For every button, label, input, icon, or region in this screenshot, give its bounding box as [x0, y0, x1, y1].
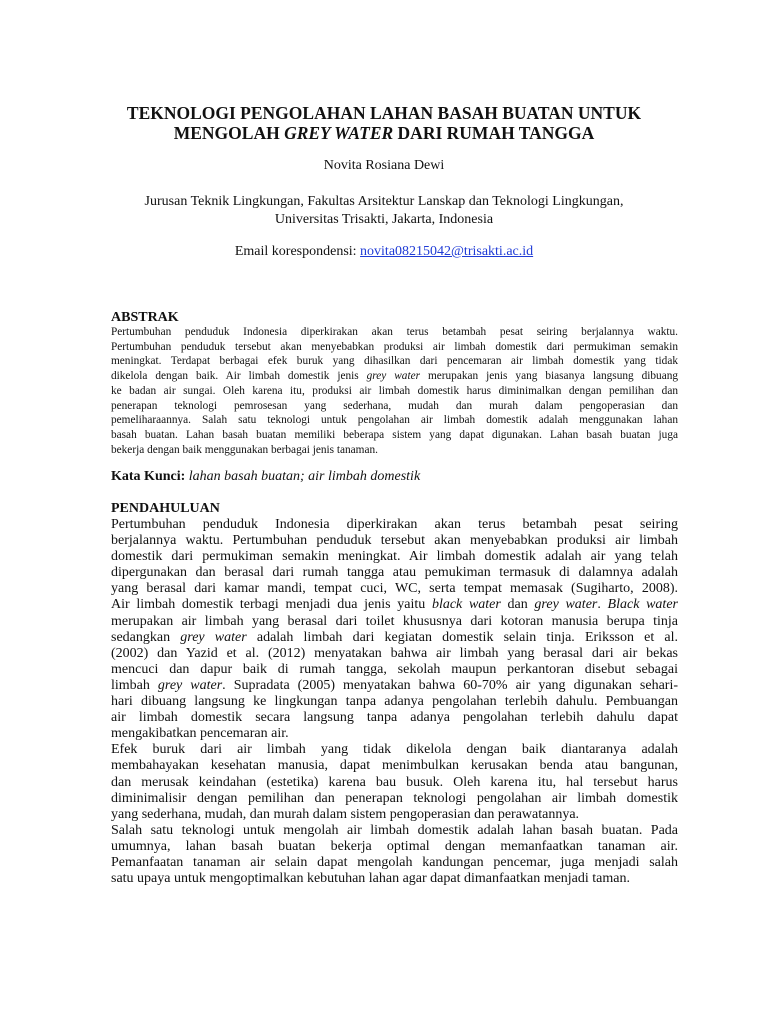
intro-line: diminimalisir dengan pemilihan dan penerapan teknologi pengolahan air limbah domestik [111, 790, 678, 806]
affiliation [100, 193, 668, 229]
abstract-line: basah buatan. Lahan basah buatan memiliki beberapa sistem yang dapat digunakan. Lahan basah buatan juga [111, 428, 678, 441]
abstract-line: pemeliharaannya. Salah satu teknologi untuk pengolahan air limbah domestik adalah menggunakan lahan [111, 414, 678, 427]
abstract-line: Pertumbuhan penduduk Indonesia diperkirakan akan terus betambah pesat seiring berjalannya waktu. [111, 326, 678, 338]
intro-line: domestik dari permukiman semakin meningkat. Air limbah domestik adalah air yang telah [111, 549, 678, 565]
intro-emphasis: grey water [180, 629, 247, 645]
abstract-line [111, 369, 678, 384]
abstract-line-4-post: merupakan jenis yang biasanya langsung dibuang [420, 370, 678, 383]
affiliation-line-2: Universitas Trisakti, Jakarta, Indonesia [274, 212, 494, 227]
intro-line: satu upaya untuk mengoptimalkan kebutuhan lahan agar dapat dimanfaatkan menjadi taman. [111, 871, 630, 887]
email-link[interactable]: novita08215042@trisakti.ac.id [360, 244, 534, 259]
intro-line: Pemanfaatan tanaman air selain dapat mengolah kandungan pencemar, juga menjadi salah [111, 854, 678, 870]
abstract-line-4-pre: dikelola dengan baik. Air limbah domestik jenis [111, 370, 367, 383]
intro-line: hari dibuang langsung ke lingkungan tanpa adanya pengolahan terlebih dahulu. Pembuangan [111, 694, 678, 710]
keywords [111, 469, 420, 485]
intro-emphasis: grey water [534, 597, 598, 613]
intro-text: adalah limbah dari kegiatan domestik selain tinja. Eriksson et al. [246, 629, 679, 645]
intro-emphasis: black water [431, 597, 501, 613]
title-line-2 [100, 123, 668, 143]
intro-line [111, 597, 678, 613]
abstract-line: Pertumbuhan penduduk tersebut akan menyebabkan produksi air limbah domestik dari permukiman semakin [111, 340, 678, 353]
abstract-body [111, 325, 678, 457]
intro-line: umumnya, lahan basah buatan bekerja optimal dengan memanfaatkan tanaman air. [111, 838, 678, 854]
intro-body [111, 517, 678, 887]
abstract-line: bekerja dengan baik menggunakan berbagai jenis tanaman. [111, 443, 378, 456]
intro-text: . Supradata (2005) menyatakan bahwa 60-70% air yang digunakan sehari- [222, 677, 678, 693]
title-line-2-post: DARI RUMAH TANGGA [393, 123, 595, 143]
intro-line: Pertumbuhan penduduk Indonesia diperkirakan akan terus betambah pesat seiring [111, 517, 678, 532]
intro-text: dan [500, 597, 535, 613]
intro-line: air limbah domestik secara langsung tanpa adanya pengolahan terlebih dahulu dapat [111, 710, 678, 726]
intro-emphasis: Black water [607, 597, 678, 613]
intro-line: berjalannya waktu. Pertumbuhan penduduk tersebut akan menyebabkan produksi air limbah [111, 533, 678, 549]
intro-line: merupakan air limbah yang berasal dari toilet khususnya dari kotoran manusia berupa tinja [111, 613, 678, 629]
intro-line: mencuci dan dapur baik di rumah tangga, sekolah maupun perkantoran disebut sebagai [111, 661, 678, 677]
intro-line: dipergunakan dan berasal dari rumah tangga atau pemukiman termasuk di dalamnya adalah [111, 565, 678, 581]
affiliation-line-1: Jurusan Teknik Lingkungan, Fakultas Arsitektur Lanskap dan Teknologi Lingkungan, [144, 194, 624, 209]
intro-text: limbah [111, 677, 158, 693]
intro-line: membahayakan kesehatan manusia, dapat menimbulkan kerusakan benda atau bangunan, [111, 758, 678, 774]
keywords-label: Kata Kunci: [111, 469, 189, 484]
intro-text: . [597, 597, 608, 613]
intro-emphasis: grey water [157, 677, 223, 693]
intro-line: Salah satu teknologi untuk mengolah air limbah domestik adalah lahan basah buatan. Pada [111, 822, 678, 838]
abstract-line: meningkat. Terdapat berbagai efek buruk yang dihasilkan dari pencemaran air limbah domestik yang tidak [111, 355, 678, 368]
intro-text: sedangkan [111, 629, 181, 645]
author-name: Novita Rosiana Dewi [323, 158, 445, 173]
paper-title [100, 103, 668, 143]
intro-line: yang sederhana, mudah, dan murah dalam sistem pengoperasian dan perawatannya. [111, 806, 580, 822]
intro-line [111, 678, 678, 694]
intro-heading: PENDAHULUAN [111, 501, 220, 516]
intro-line: dan merusak keindahan (estetika) karena bau busuk. Oleh karena itu, hal tersebut harus [111, 774, 678, 790]
title-line-2-emphasis: GREY WATER [284, 123, 394, 143]
abstract-line-4-emphasis: grey water [366, 370, 420, 383]
intro-line [111, 630, 678, 646]
intro-line: (2002) dan Yazid et al. (2012) menyatakan bahwa air limbah yang berasal dari air bekas [111, 645, 678, 661]
email-label: Email korespondensi: [234, 244, 361, 259]
intro-text: Air limbah domestik terbagi menjadi dua jenis yaitu [111, 597, 432, 613]
intro-line: Efek buruk dari air limbah yang tidak dikelola dengan baik diantaranya adalah [111, 742, 678, 758]
intro-line: yang berasal dari kamar mandi, tempat cuci, WC, serta tempat memasak (Sugiharto, 2008). [111, 581, 678, 597]
abstract-line: penerapan teknologi pemrosesan yang sederhana, mudah dan murah dalam pengoperasian dan [111, 399, 678, 412]
abstract-heading: ABSTRAK [111, 310, 179, 325]
intro-line: mengakibatkan pencemaran air. [111, 726, 289, 742]
abstract-line: ke badan air sungai. Oleh karena itu, produksi air limbah domestik harus diminimalkan dengan pemilihan dan [111, 384, 678, 397]
keywords-value: lahan basah buatan; air limbah domestik [188, 469, 421, 484]
title-line-1: TEKNOLOGI PENGOLAHAN LAHAN BASAH BUATAN UNTUK [126, 103, 642, 123]
correspondence-email [0, 244, 768, 260]
title-line-2-pre: MENGOLAH [173, 123, 285, 143]
